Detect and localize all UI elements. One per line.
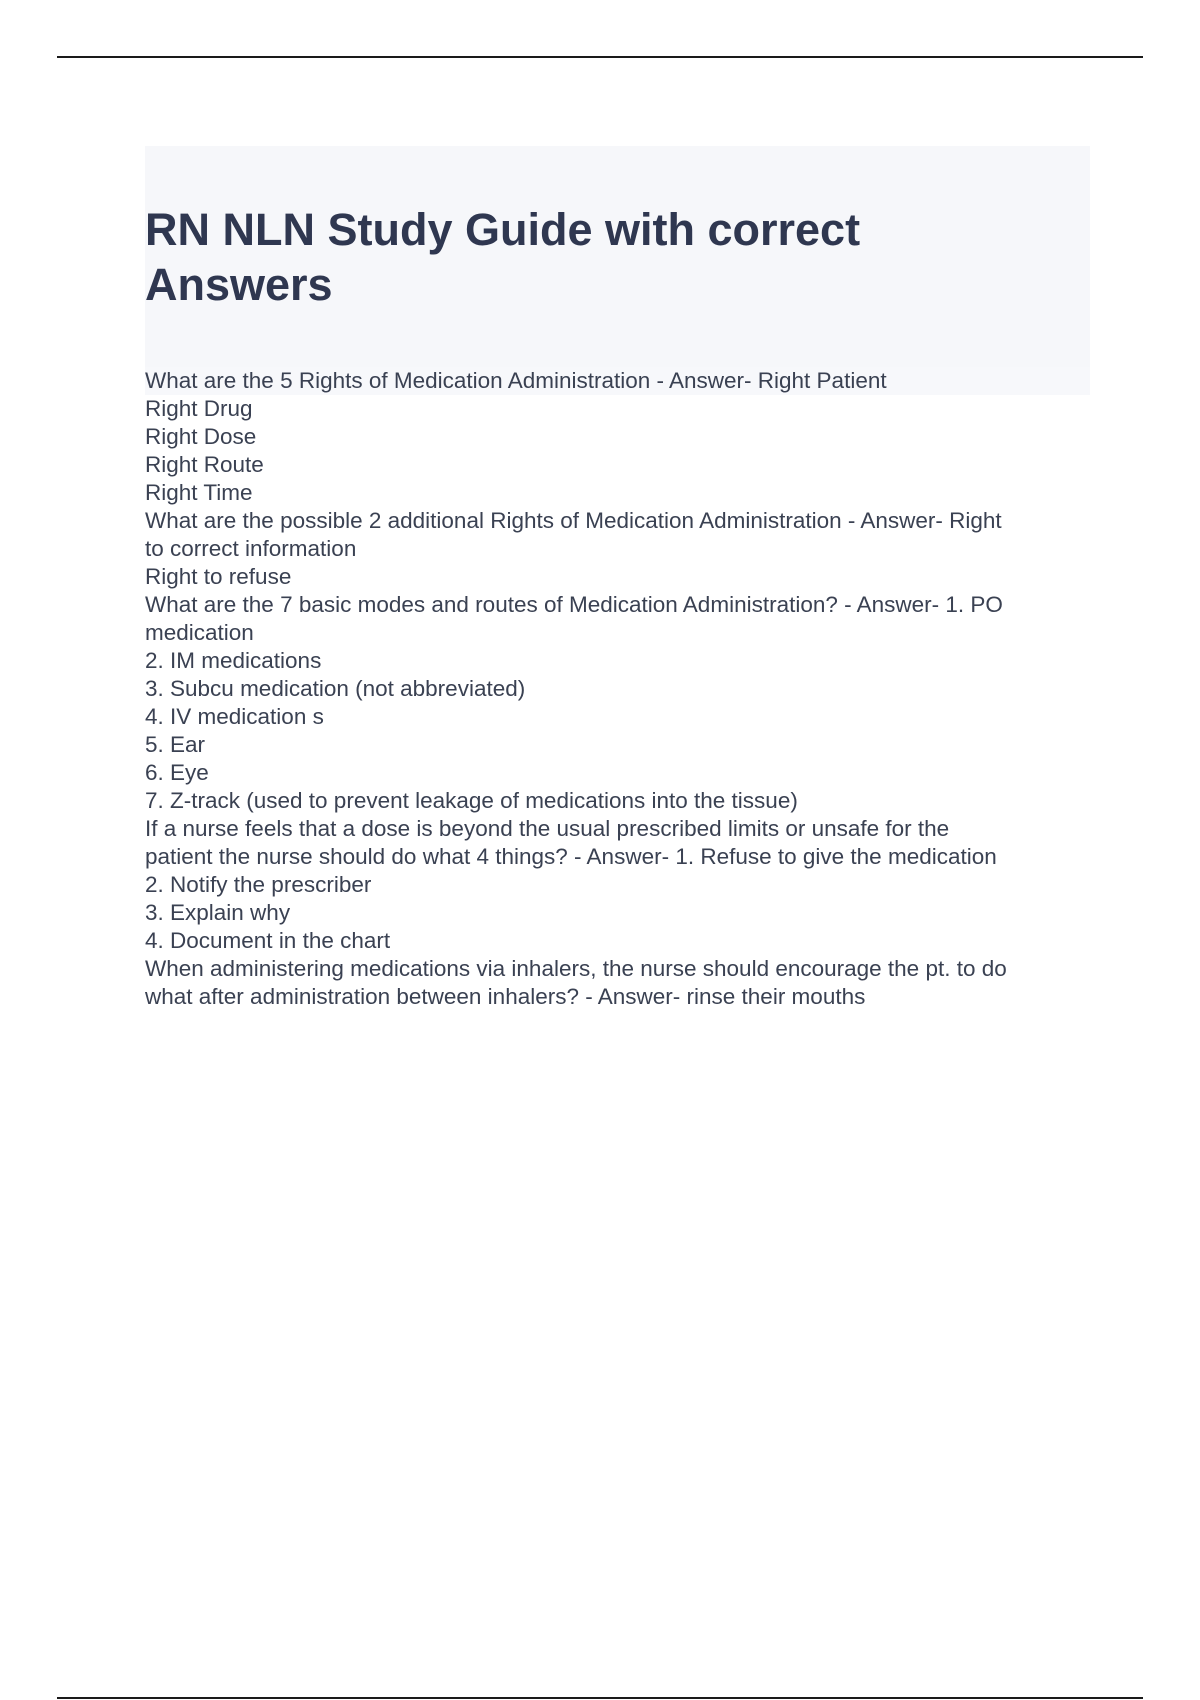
qa-entry: [145, 759, 1090, 787]
text-line: If a nurse feels that a dose is beyond the usual prescribed limits or unsafe for the: [145, 816, 950, 841]
text-line: 7. Z-track (used to prevent leakage of medications into the tissue): [145, 788, 798, 813]
text-line: 5. Ear: [145, 732, 206, 757]
text-line: Right Dose: [145, 424, 257, 449]
text-line: 4. Document in the chart: [145, 928, 391, 953]
page-title: RN NLN Study Guide with correct Answers: [145, 204, 861, 310]
text-line: When administering medications via inhalers, the nurse should encourage the pt. to do: [145, 956, 1007, 981]
text-line: 2. Notify the prescriber: [145, 872, 372, 897]
text-line: What are the 5 Rights of Medication Administration - Answer- Right Patient: [145, 367, 1090, 395]
qa-entry: [145, 367, 1090, 507]
text-line: What are the possible 2 additional Rights of Medication Administration - Answer- Right: [145, 508, 1002, 533]
qa-entry: [145, 955, 1090, 1011]
text-line: What are the 7 basic modes and routes of Medication Administration? - Answer- 1. PO: [145, 592, 1003, 617]
bottom-divider: [57, 1697, 1143, 1699]
text-line: Right to refuse: [145, 564, 292, 589]
qa-entry: [145, 507, 1090, 563]
qa-entry: [145, 731, 1090, 759]
text-line: medication: [145, 620, 254, 645]
qa-entry: [145, 591, 1090, 647]
text-line: Right Drug: [145, 396, 253, 421]
qa-entry: [145, 675, 1090, 703]
qa-entry: [145, 815, 1090, 871]
text-line: 6. Eye: [145, 760, 209, 785]
text-line: Right Time: [145, 480, 253, 505]
text-line: what after administration between inhalers? - Answer- rinse their mouths: [145, 984, 866, 1009]
text-line: 2. IM medications: [145, 648, 322, 673]
top-divider: [57, 56, 1143, 58]
text-line: Right Route: [145, 452, 264, 477]
text-line: 3. Explain why: [145, 900, 291, 925]
title-banner: [145, 146, 1090, 368]
qa-entry: [145, 899, 1090, 927]
text-line: to correct information: [145, 536, 357, 561]
text-line: 4. IV medication s: [145, 704, 324, 729]
text-line: 3. Subcu medication (not abbreviated): [145, 676, 526, 701]
qa-entry: [145, 563, 1090, 591]
study-guide-content: [145, 367, 1090, 1011]
qa-entry: [145, 703, 1090, 731]
qa-entry: [145, 871, 1090, 899]
qa-entry: [145, 927, 1090, 955]
qa-entry: [145, 787, 1090, 815]
text-line: patient the nurse should do what 4 things? - Answer- 1. Refuse to give the medication: [145, 844, 997, 869]
qa-entry: [145, 647, 1090, 675]
